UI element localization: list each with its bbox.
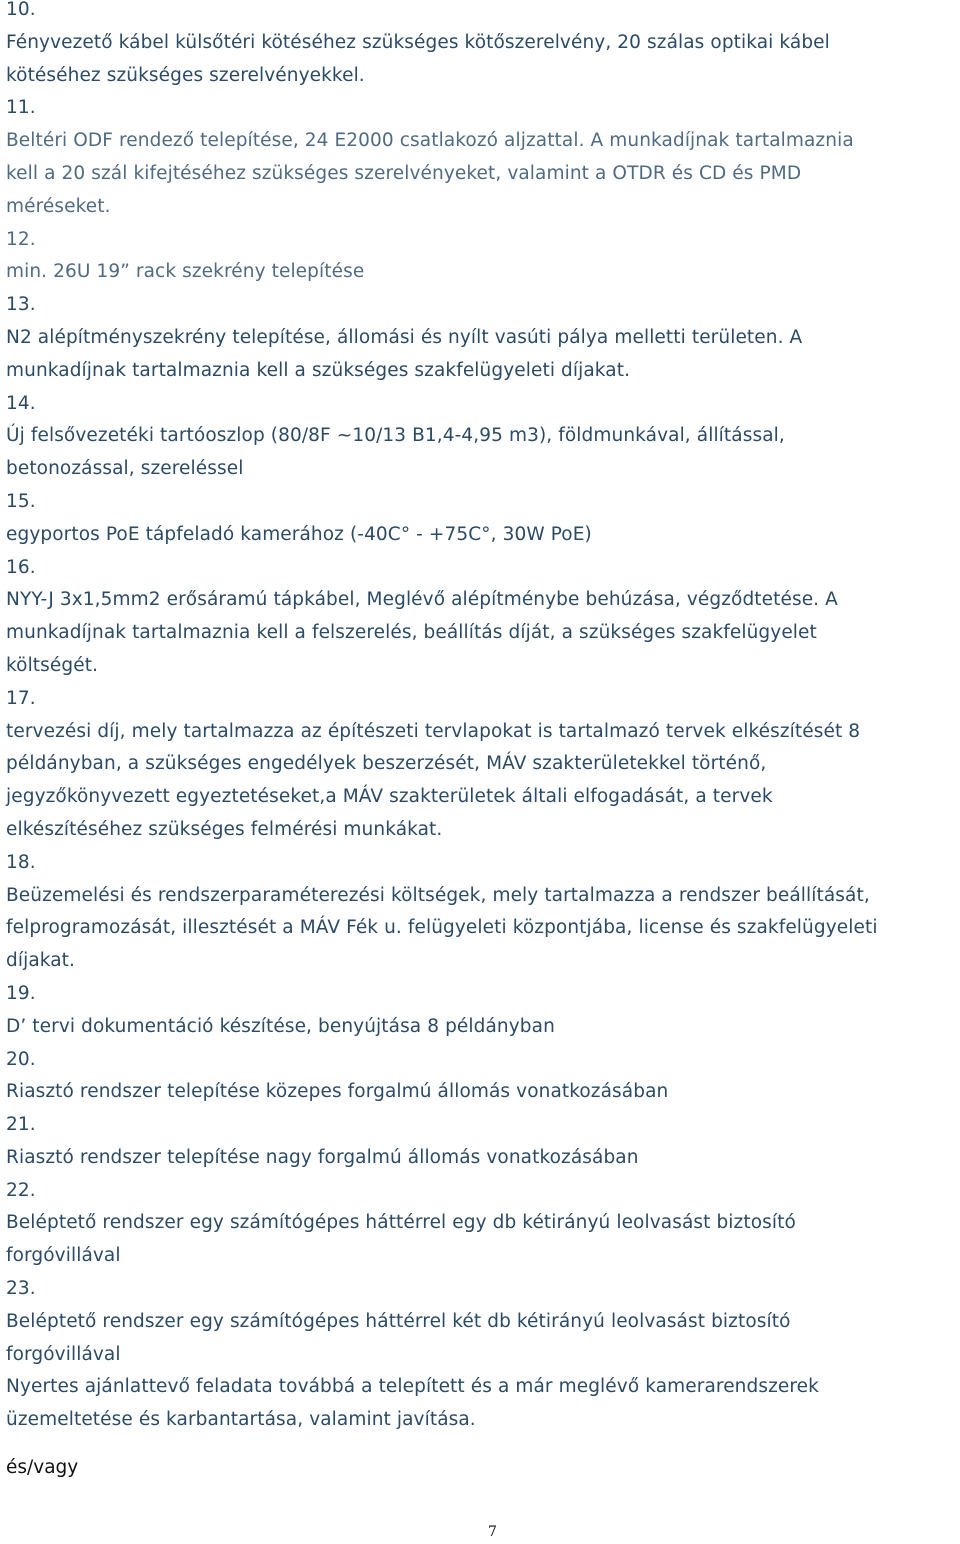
text-line: üzemeltetése és karbantartása, valamint javítása. (6, 1409, 476, 1431)
text-line: Beléptető rendszer egy számítógépes háttérrel két db kétirányú leolvasást biztosító (6, 1310, 791, 1332)
text-line: 12. (6, 228, 36, 250)
text-line: Fényvezető kábel külsőtéri kötéséhez szükséges kötőszerelvény, 20 szálas optikai kábel (6, 31, 830, 53)
text-line: Beltéri ODF rendező telepítése, 24 E2000 csatlakozó aljzattal. A munkadíjnak tartalmaznia (6, 130, 854, 152)
text-line: jegyzőkönyvezett egyeztetéseket,a MÁV szakterületek általi elfogadását, a tervek (6, 786, 773, 808)
text-line: min. 26U 19” rack szekrény telepítése (6, 261, 365, 283)
text-line: kötéséhez szükséges szerelvényekkel. (6, 64, 365, 86)
text-line: 14. (6, 392, 36, 414)
text-line: betonozással, szereléssel (6, 458, 244, 480)
closing-phrase: és/vagy (6, 1457, 79, 1478)
text-line: 20. (6, 1048, 36, 1070)
text-line: 22. (6, 1179, 36, 1201)
document-body (6, 0, 958, 1437)
text-line: méréseket. (6, 195, 111, 217)
text-line: forgóvillával (6, 1343, 121, 1365)
text-line: 18. (6, 851, 36, 873)
text-line: 19. (6, 982, 36, 1004)
text-line: felprogramozását, illesztését a MÁV Fék u. felügyeleti központjába, license és szakfelügyeleti (6, 917, 878, 939)
text-line: kell a 20 szál kifejtéséhez szükséges szerelvényeket, valamint a OTDR és CD és PMD (6, 162, 802, 184)
page-number: 7 (488, 1524, 497, 1540)
text-line: egyportos PoE tápfeladó kamerához (-40C° - +75C°, 30W PoE) (6, 523, 592, 545)
text-line: 15. (6, 490, 36, 512)
text-line: 23. (6, 1278, 36, 1300)
text-line: tervezési díj, mely tartalmazza az építészeti tervlapokat is tartalmazó tervek elkészítését 8 (6, 720, 861, 742)
text-line: 21. (6, 1114, 36, 1136)
text-line: munkadíjnak tartalmaznia kell a szükséges szakfelügyeleti díjakat. (6, 359, 631, 381)
text-line: 13. (6, 294, 36, 316)
text-line: munkadíjnak tartalmaznia kell a felszerelés, beállítás díját, a szükséges szakfelügyelet (6, 622, 817, 644)
text-line: 10. (6, 0, 36, 20)
text-line: Új felsővezetéki tartóoszlop (80/8F ~10/13 B1,4-4,95 m3), földmunkával, állítással, (6, 425, 785, 447)
text-line: 17. (6, 687, 36, 709)
text-line: N2 alépítményszekrény telepítése, állomási és nyílt vasúti pálya melletti területen. A (6, 326, 803, 348)
text-line: példányban, a szükséges engedélyek beszerzését, MÁV szakterületekkel történő, (6, 753, 767, 775)
text-line: forgóvillával (6, 1245, 121, 1267)
text-line: elkészítéséhez szükséges felmérési munkákat. (6, 818, 443, 840)
text-line: díjakat. (6, 950, 76, 972)
text-line: Beüzemelési és rendszerparaméterezési költségek, mely tartalmazza a rendszer beállítását, (6, 884, 870, 906)
text-line: 16. (6, 556, 36, 578)
text-line: Beléptető rendszer egy számítógépes háttérrel egy db kétirányú leolvasást biztosító (6, 1212, 796, 1234)
text-line: Riasztó rendszer telepítése nagy forgalmú állomás vonatkozásában (6, 1146, 639, 1168)
text-line: költségét. (6, 654, 99, 676)
text-line: 11. (6, 97, 36, 119)
text-line: Nyertes ajánlattevő feladata továbbá a telepített és a már meglévő kamerarendszerek (6, 1376, 819, 1398)
text-line: NYY-J 3x1,5mm2 erősáramú tápkábel, Meglévő alépítménybe behúzása, végződtetése. A (6, 589, 838, 611)
text-line: Riasztó rendszer telepítése közepes forgalmú állomás vonatkozásában (6, 1081, 669, 1103)
text-line: D’ tervi dokumentáció készítése, benyújtása 8 példányban (6, 1015, 555, 1037)
